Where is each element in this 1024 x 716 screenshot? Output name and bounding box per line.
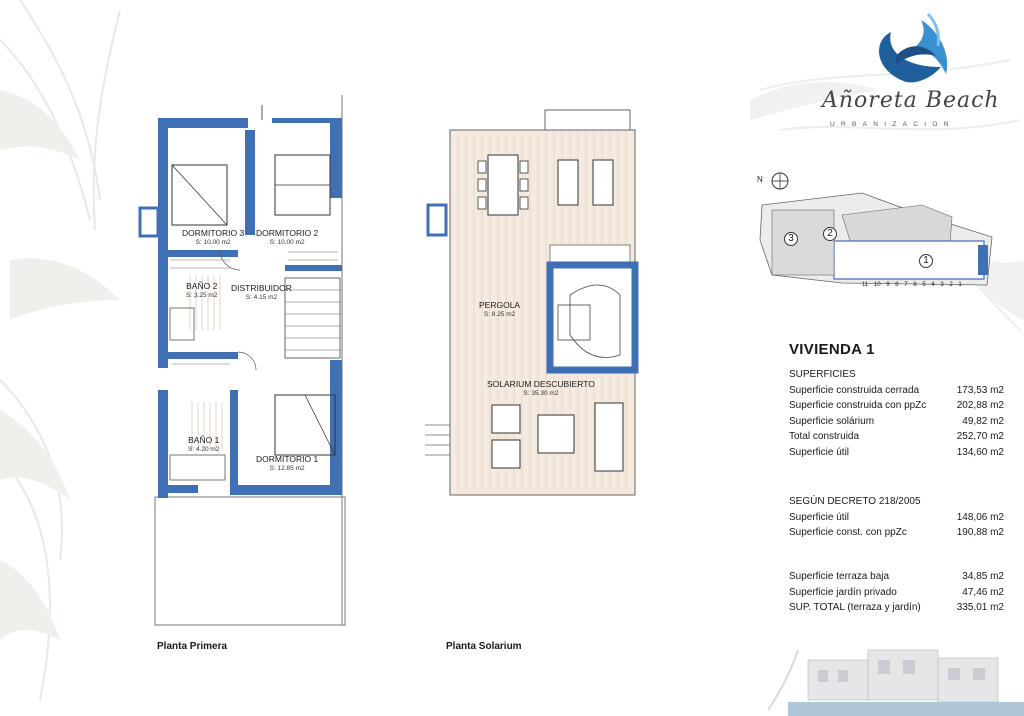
- floor-plan-solarium: [420, 95, 650, 505]
- spec-section-superficies: [789, 367, 1004, 461]
- spec-heading: SEGÚN DECRETO 218/2005: [789, 496, 921, 507]
- spec-section-decreto: [789, 494, 1004, 541]
- spec-heading: SUPERFICIES: [789, 369, 856, 380]
- room-label-solarium-descubierto: SOLARIUM DESCUBIERTO S: 35.30 m2: [487, 379, 595, 397]
- spec-row: Superficie jardín privado 47,46 m2: [789, 586, 1004, 598]
- spec-section-exteriores: [789, 569, 1004, 616]
- spec-row: SUP. TOTAL (terraza y jardín) 335,01 m2: [789, 602, 1004, 614]
- unit-number: 3: [940, 282, 944, 288]
- spec-row: Superficie útil 134,60 m2: [789, 446, 1004, 458]
- unit-number: 5: [922, 282, 926, 288]
- building-render-illustration: [768, 630, 1024, 716]
- site-building-label-1: 1: [919, 254, 933, 268]
- room-label-distribuidor: DISTRIBUIDOR S: 4.15 m2: [231, 283, 292, 301]
- spec-row: Superficie construida cerrada 173,53 m2: [789, 384, 1004, 396]
- brand-logo-icon: [866, 12, 956, 86]
- floor-plan-primera: [130, 90, 355, 640]
- unit-number: 10: [873, 282, 881, 288]
- spec-row: Total construida 252,70 m2: [789, 431, 1004, 443]
- room-label-bano-2: BAÑO 2 S: 3.25 m2: [186, 281, 218, 299]
- unit-number: 9: [886, 282, 890, 288]
- unit-number: 2: [949, 282, 953, 288]
- spec-row: Superficie const. con ppZc 190,88 m2: [789, 527, 1004, 539]
- unit-number: 4: [931, 282, 935, 288]
- brand-name: Añoreta Beach: [822, 88, 1000, 113]
- unit-number: 1: [958, 282, 962, 288]
- unit-number: 8: [895, 282, 899, 288]
- compass-north-label: N: [757, 175, 763, 184]
- room-label-dormitorio-1: DORMITORIO 1 S: 12.85 m2: [256, 454, 319, 472]
- room-label-dormitorio-3: DORMITORIO 3 S: 10.00 m2: [182, 228, 245, 246]
- spec-row: Superficie construida con ppZc 202,88 m2: [789, 400, 1004, 412]
- site-building-label-3: 3: [784, 232, 798, 246]
- unit-number: 7: [904, 282, 908, 288]
- room-label-pergola: PERGOLA S: 8.25 m2: [479, 300, 521, 318]
- unit-number: 11: [862, 282, 869, 288]
- room-label-bano-1: BAÑO 1 S: 4.20 m2: [188, 435, 220, 453]
- vivienda-title: VIVIENDA 1: [789, 341, 875, 358]
- site-building-label-2: 2: [823, 227, 837, 241]
- plan-title-primera: Planta Primera: [157, 641, 228, 652]
- brand-subtitle: URBANIZACION: [830, 121, 955, 128]
- site-location-map: [752, 165, 1002, 295]
- unit-number: 6: [913, 282, 917, 288]
- plan-title-solarium: Planta Solarium: [446, 641, 522, 652]
- spec-row: Superficie solárium 49,82 m2: [789, 415, 1004, 427]
- room-label-dormitorio-2: DORMITORIO 2 S: 10.00 m2: [256, 228, 319, 246]
- spec-row: Superficie terraza baja 34,85 m2: [789, 571, 1004, 582]
- site-unit-numbers: [862, 282, 962, 288]
- spec-row: Superficie útil 148,06 m2: [789, 511, 1004, 523]
